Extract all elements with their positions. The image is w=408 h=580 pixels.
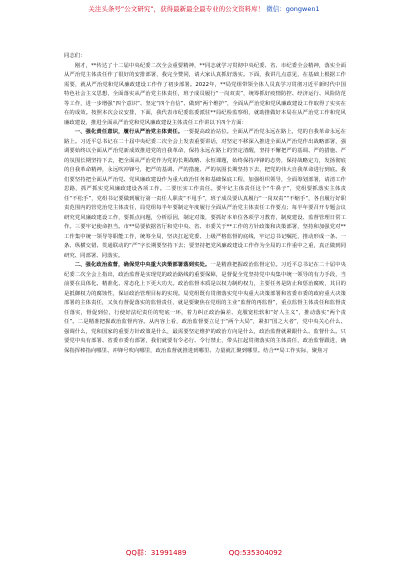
salutation: 同志们：	[64, 53, 86, 59]
banner-wechat: 微信：gongwen1	[266, 5, 320, 13]
footer-qq: QQ:535304092	[228, 549, 283, 557]
paragraph-text: 刚才，**传达了十二届中央纪委二次全会重要精神，**同志就学习贯彻中央纪委、省、市纪委全会精神，落实全面从严治党主体责任作了很好的安排部署，我完全赞同，请大家认真抓好落实。下面，我讲几点意见，在基础上根据工作需要，就从严治党和党风廉政建设工作作了初步部署。2022年，**局党组带领全体人员真学习贯彻习近平新时代中国特色社会主义思想，全面落实从严治党主体责任，班子成员履行“一岗双责”，统筹抓好疫情防控、经济运行、风险防范等工作，进一步增强“四个意识”、坚定“四个自信”、做到“两个维护”，全面从严治党和党风廉政建设工作取得了实实在在的成效。按照本次会议安排，下面，我代表市纪委监委派驻**局纪检监察组，就助推做好本局在从严治党工作和党风廉政建设，推进全面从严治党和党风廉政建设主体责任工作讲以下四个方面：	[64, 62, 346, 126]
footer-qq-group: QQ群：31991489	[125, 549, 187, 557]
section-heading: 一、强化责任意识，履行从严治党主体责任。	[74, 129, 184, 135]
paragraph-intro	[64, 62, 346, 129]
paragraph-section-1	[64, 128, 346, 261]
contact-footer	[0, 548, 408, 558]
paragraph-text: 一要提高政治站位。全面从严治党永远在路上，党的自我革命永远在路上。习近平总书记在二十届中央纪委二次全会上发表重要讲话，对坚定不移深入推进全面从严治党作出战略部署，强调要始终以全面从严治党新成效推进党的自我革命，保持永远在路上的坚定清醒，坚持不懈把严的基调、严的措施、严的氛围长期坚持下去，把全面从严治党作为党的长期战略、永恒课题，始终保持冲锋的态势，保持战略定力，发扬彻底的自我革命精神，永远吹冲锋号，把严的基调、严的措施、严的氛围长期坚持下去，把党的伟大自我革命进行到底。我们要坚持把全面从严治党、党风廉政建设作为重大政治任务和基础保底工程，加强组织领导，全面筹划部署，请清工作思路，抓严抓实党风廉政建设各项工作。二要压实工作责任。要牢记主体责任这个“牛鼻子”，党组要抓落实主体责任“不松手”，党组书记要做到履行第一责任人职责“不甩手”，班子成员要认真履行“一岗双责”“不缩手”，各自履行好职责范围内的管党治党主体责任，局党组每半年要制定年度履行全面从严治党主体责任工作要点；每半年要召开专题会议研究党风廉政建设工作，要抓点问题，分析原因，制定对策，要抓好本单位各项学习教育，制度建设、监督管理日常工作。三要牢记使命担当。市**局要依据省厅和党中央、省、市委关于**工作的方针政策和决策部署，坚持和加强党对**工作集中统一领导等职能工作，统筹全局，坚决扛起党委、上级严格监督的底线，牢记总书记嘱托，推动形成一条、一条、纵横交错、贯通联动的“严”字长期要坚持下去；要坚持把党风廉政建设工作作为全局的工作重中之重，真正做到同研究、同部署、同落实。	[64, 129, 346, 259]
section-heading: 二、强化政治监督，确保党中央重大决策部署落到实处。	[74, 262, 211, 268]
banner-text: 关注头条号“公文研究”，获得最新最全最专业的公文资料库！	[88, 5, 265, 13]
paragraph-section-2	[64, 261, 346, 356]
paragraph-text: 一是精准把握政治监督定位。习近平总书记在二十届中央纪委二次全会上指出，政治监督是实现党的政治路线的重要保障，是督促全党坚持党中央集中统一领导的有力手段，当前要在具体化、精准化、常态化上下更大功夫。政治监督本质是以权力制约权力，主要任务是防止和惩治腐败，其目的是抵御权力的腐蚀性，保证政治管理目标的实现。局党组既有贯彻落实党中央重大决策部署和省委市委的政府重大决策部署的主体责任，又负有督促落实的监督责任，就是要聚焦在党组的主业“监督的再监督”，重点监督主体责任和监督责任落实，督促到位，行使好法纪责任的兜底一环，着力纠正政治偏差、克服宽松软和“好人主义”，推动落实“两个责任”。二是精准把握政治监督内容。从内容上看，政治监督要立足于“两个大局”，紧扣“国之大者”，党中央关心什么、强调什么，党和国家的重要方针政策是什么，最需要坚定维护的政治方向是什么，政治监督就紧跟什么、监督什么。只要党中央有部署、省委市委有部署，我们就要有令必行、令行禁止，带头扛起贯彻落实的主体责任，政治监督跟进，确保指挥棒指向哪里、冲锋号吹向哪里，政治监督就推进到哪里、力量就汇聚到哪里。结合**局工作实际，聚焦习	[64, 262, 347, 354]
document-body	[64, 52, 346, 356]
promo-banner	[0, 4, 408, 13]
